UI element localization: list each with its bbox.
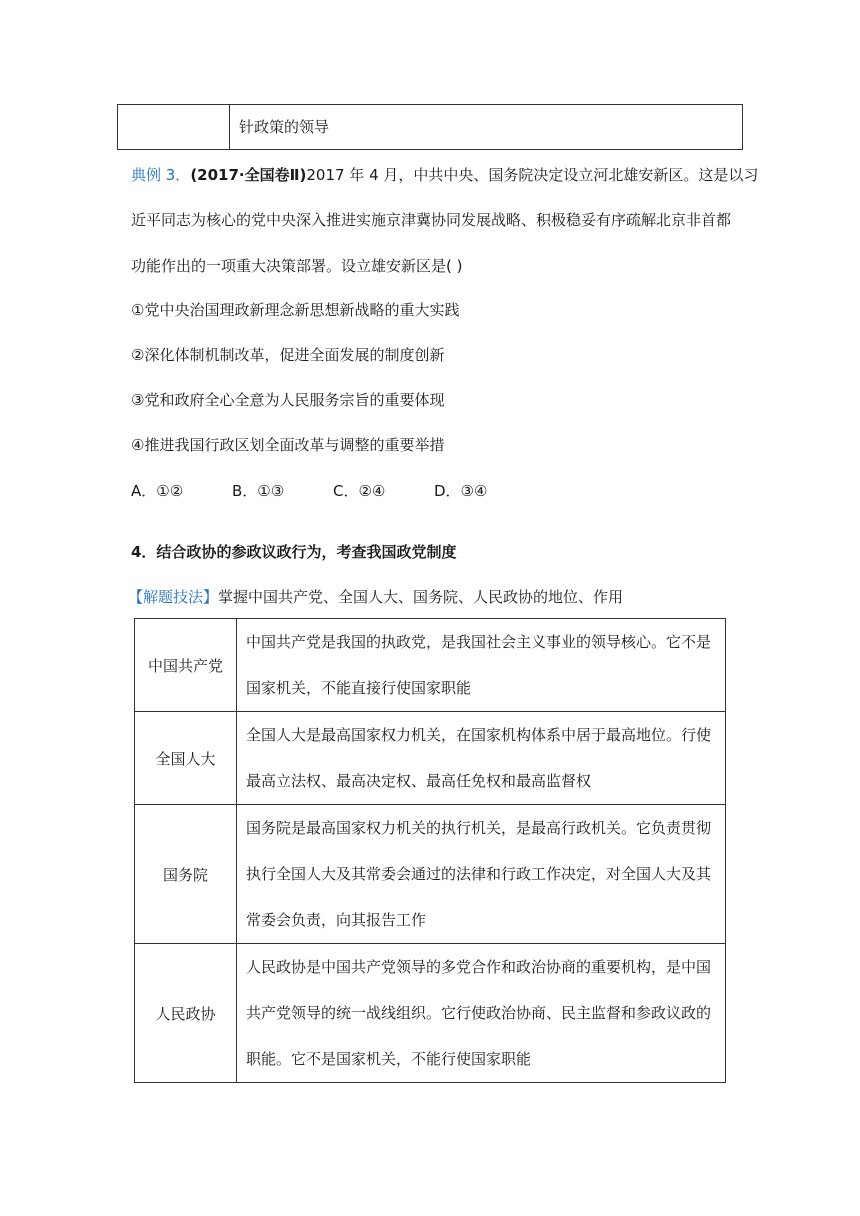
example-line-1 <box>131 165 758 185</box>
row-name: 人民政协 <box>135 944 237 1083</box>
row-desc-line: 中国共产党是我国的执政党，是我国社会主义事业的领导核心。它不是 <box>246 633 712 651</box>
row-desc-line: 常委会负责，向其报告工作 <box>246 911 427 929</box>
example-source: (2017·全国卷Ⅱ) <box>190 166 307 184</box>
row-desc-line: 国家机关，不能直接行使国家职能 <box>246 679 472 697</box>
row-desc-line: 共产党领导的统一战线组织。它行使政治协商、民主监督和参政议政的 <box>246 1004 712 1022</box>
table-row <box>135 805 726 944</box>
row-name: 全国人大 <box>135 712 237 805</box>
table-row <box>135 619 726 712</box>
example-item-4: ④推进我国行政区划全面改革与调整的重要举措 <box>131 436 445 454</box>
row-desc-line: 人民政协是中国共产党领导的多党合作和政治协商的重要机构，是中国 <box>246 958 712 976</box>
option-c: C．②④ <box>333 482 386 500</box>
row-description <box>237 805 726 944</box>
top-table <box>117 104 743 150</box>
section4-tip <box>128 587 623 607</box>
example-line-3: 功能作出的一项重大决策部署。设立雄安新区是( ) <box>131 257 463 275</box>
row-description <box>237 944 726 1083</box>
row-description <box>237 712 726 805</box>
row-desc-line: 全国人大是最高国家权力机关，在国家机构体系中居于最高地位。行使 <box>246 726 712 744</box>
example-item-1: ①党中央治国理政新理念新思想新战略的重大实践 <box>131 301 460 319</box>
row-desc-line: 职能。它不是国家机关，不能行使国家职能 <box>246 1050 532 1068</box>
tip-label: 【解题技法】 <box>128 588 219 606</box>
option-a: A．①② <box>131 482 184 500</box>
option-d: D．③④ <box>434 482 488 500</box>
top-table-right-text: 针政策的领导 <box>239 118 330 136</box>
row-desc-line: 执行全国人大及其常委会通过的法律和行政工作决定，对全国人大及其 <box>246 865 712 883</box>
row-desc-line: 国务院是最高国家权力机关的执行机关，是最高行政机关。它负责贯彻 <box>246 819 712 837</box>
example-text-1: 2017 年 4 月，中共中央、国务院决定设立河北雄安新区。这是以习 <box>306 166 759 184</box>
top-table-left-cell <box>118 105 230 150</box>
example-line-2: 近平同志为核心的党中央深入推进实施京津冀协同发展战略、积极稳妥有序疏解北京非首都 <box>131 211 732 229</box>
example-item-2: ②深化体制机制改革，促进全面发展的制度创新 <box>131 346 445 364</box>
section4-heading: 4．结合政协的参政议政行为，考查我国政党制度 <box>131 543 457 561</box>
option-b: B．①③ <box>232 482 285 500</box>
comparison-table <box>134 618 726 1083</box>
row-name: 中国共产党 <box>135 619 237 712</box>
top-table-right-cell <box>230 105 743 150</box>
example-label: 典例 3． <box>131 166 191 184</box>
tip-text: 掌握中国共产党、全国人大、国务院、人民政协的地位、作用 <box>218 588 624 606</box>
table-row <box>135 944 726 1083</box>
row-description <box>237 619 726 712</box>
row-name: 国务院 <box>135 805 237 944</box>
table-row <box>135 712 726 805</box>
example-item-3: ③党和政府全心全意为人民服务宗旨的重要体现 <box>131 391 445 409</box>
row-desc-line: 最高立法权、最高决定权、最高任免权和最高监督权 <box>246 772 592 790</box>
